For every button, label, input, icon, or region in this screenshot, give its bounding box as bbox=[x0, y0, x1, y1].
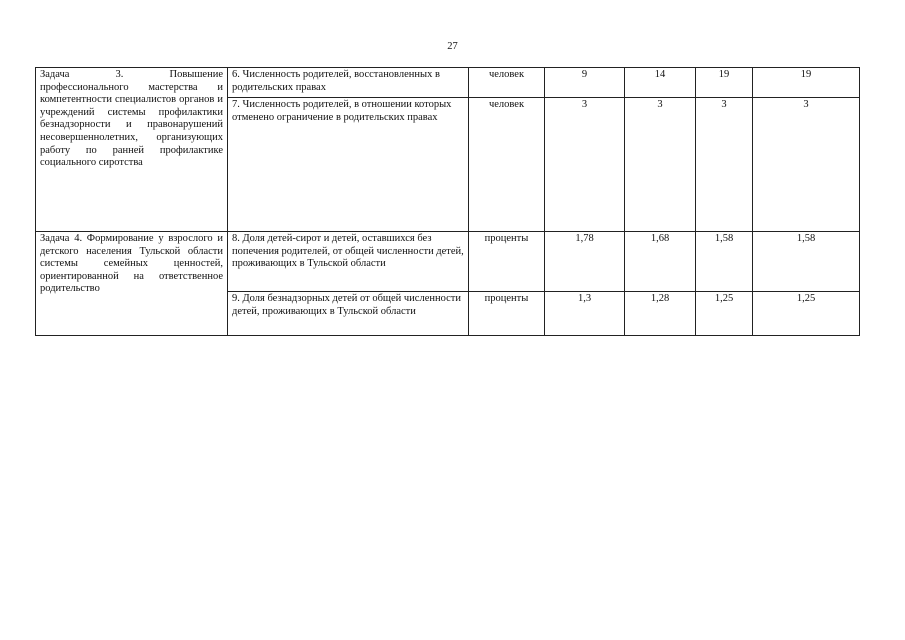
indicator-7-cell: 7. Численность родителей, в отношении которых отменено ограничение в родительских правах bbox=[228, 98, 469, 232]
value-cell: 1,25 bbox=[696, 292, 753, 336]
indicator-8-cell: 8. Доля детей-сирот и детей, оставшихся без попечения родителей, от общей численности детей, проживающих в Тульской области bbox=[228, 232, 469, 292]
table-row bbox=[36, 232, 860, 292]
value-cell: 3 bbox=[545, 98, 625, 232]
value-cell: 19 bbox=[696, 68, 753, 98]
unit-cell: проценты bbox=[469, 232, 545, 292]
value-cell: 1,25 bbox=[753, 292, 860, 336]
unit-cell: человек bbox=[469, 98, 545, 232]
value-cell: 1,3 bbox=[545, 292, 625, 336]
value-cell: 3 bbox=[753, 98, 860, 232]
value-cell: 3 bbox=[696, 98, 753, 232]
task-3-cell: Задача 3. Повышение профессионального мастерства и компетентности специалистов органов и учреждений системы профилактики безнадзорности и правонарушений несовершеннолетних, организующих работу по ранней профилактике социального сиротства bbox=[36, 68, 228, 232]
value-cell: 14 bbox=[625, 68, 696, 98]
indicators-table bbox=[35, 67, 860, 336]
indicator-6-cell: 6. Численность родителей, восстановленных в родительских правах bbox=[228, 68, 469, 98]
indicator-9-cell: 9. Доля безнадзорных детей от общей численности детей, проживающих в Тульской области bbox=[228, 292, 469, 336]
value-cell: 19 bbox=[753, 68, 860, 98]
value-cell: 1,68 bbox=[625, 232, 696, 292]
task-4-cell: Задача 4. Формирование у взрослого и детского населения Тульской области системы семейных ценностей, ориентированной на ответственное родительство bbox=[36, 232, 228, 336]
table-row bbox=[36, 68, 860, 98]
value-cell: 1,58 bbox=[753, 232, 860, 292]
value-cell: 3 bbox=[625, 98, 696, 232]
value-cell: 1,78 bbox=[545, 232, 625, 292]
page-number: 27 bbox=[447, 41, 458, 52]
value-cell: 9 bbox=[545, 68, 625, 98]
value-cell: 1,28 bbox=[625, 292, 696, 336]
unit-cell: человек bbox=[469, 68, 545, 98]
unit-cell: проценты bbox=[469, 292, 545, 336]
value-cell: 1,58 bbox=[696, 232, 753, 292]
